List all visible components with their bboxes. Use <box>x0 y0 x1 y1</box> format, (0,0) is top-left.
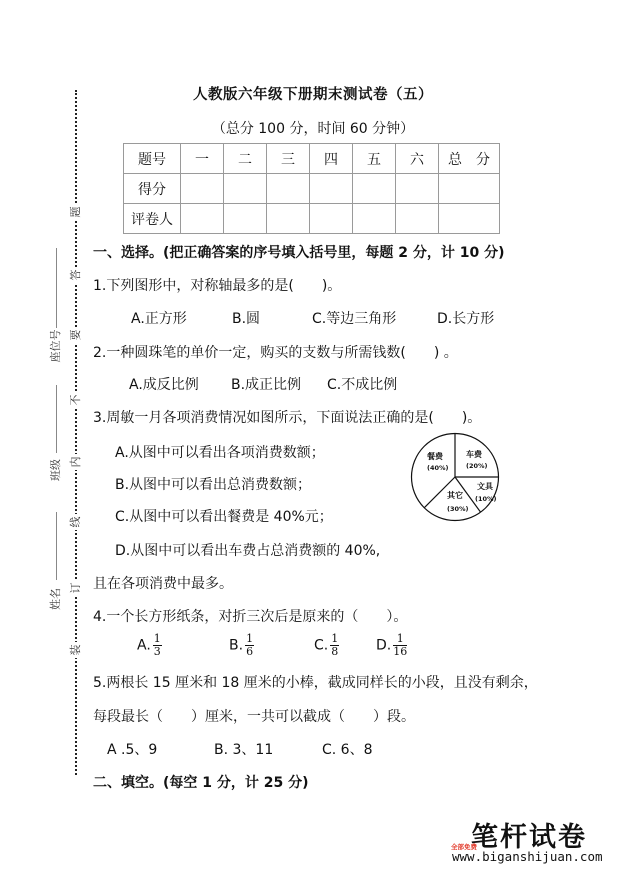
header-cell: 四 <box>310 144 353 174</box>
margin-char: 线 <box>69 514 83 530</box>
option: C.等边三角形 <box>312 311 397 327</box>
question-2: 2.一种圆珠笔的单价一定，购买的支数与所需钱数( ) 。 <box>93 345 458 361</box>
pie-label-meals: 餐费 <box>427 452 443 461</box>
option: B.从图中可以看出总消费数额； <box>115 477 312 493</box>
score-cell <box>439 174 500 204</box>
option-prefix: A. <box>137 637 151 654</box>
row-label: 评卷人 <box>124 204 181 234</box>
fraction-option <box>137 633 162 658</box>
fraction-option <box>229 633 254 658</box>
margin-char: 答 <box>69 267 83 283</box>
fraction: $\frac{1}{3}$ <box>153 632 161 658</box>
header-cell: 二 <box>224 144 267 174</box>
pie-pct-other: (30%) <box>447 505 469 513</box>
fraction-option <box>376 633 407 658</box>
header-cell: 五 <box>353 144 396 174</box>
seat-number-underline <box>56 248 57 328</box>
score-cell <box>181 174 224 204</box>
fraction: $\frac{1}{16}$ <box>393 632 408 658</box>
margin-char: 装 <box>69 642 83 658</box>
name-underline <box>56 512 57 580</box>
question-1: 1.下列图形中，对称轴最多的是( )。 <box>93 278 342 294</box>
watermark-tag: 全部免费 <box>451 843 477 851</box>
option: A.从图中可以看出各项消费数额； <box>115 445 325 461</box>
fraction: $\frac{1}{6}$ <box>246 632 254 658</box>
row-label: 得分 <box>124 174 181 204</box>
pie-label-stationery: 文具 <box>477 482 493 491</box>
pie-pct-stationery: (10%) <box>475 495 497 503</box>
margin-char: 题 <box>69 204 83 220</box>
option-prefix: C. <box>314 637 329 654</box>
margin-char: 要 <box>69 327 83 343</box>
grader-cell <box>267 204 310 234</box>
grader-row <box>124 204 500 234</box>
header-cell: 题号 <box>124 144 181 174</box>
score-cell <box>310 174 353 204</box>
margin-char: 不 <box>69 392 83 408</box>
header-cell: 总 分 <box>439 144 500 174</box>
option: A.正方形 <box>131 311 187 327</box>
option: A.成反比例 <box>129 377 199 393</box>
question-3: 3.周敏一月各项消费情况如图所示，下面说法正确的是( )。 <box>93 410 482 426</box>
pie-label-fare: 车费 <box>466 450 482 459</box>
score-table-header-row <box>124 144 500 174</box>
header-cell: 三 <box>267 144 310 174</box>
option: C.不成比例 <box>327 377 398 393</box>
header-cell: 六 <box>396 144 439 174</box>
option: C. 6、8 <box>322 742 373 758</box>
question-5-line2: 每段最长（ ）厘米，一共可以截成（ ）段。 <box>93 709 415 725</box>
option-prefix: B. <box>229 637 244 654</box>
score-cell <box>353 174 396 204</box>
score-cell <box>224 174 267 204</box>
exam-title: 人教版六年级下册期末测试卷（五） <box>193 87 433 103</box>
seat-number-label: 座位号 <box>49 329 62 363</box>
grader-cell <box>353 204 396 234</box>
option: C.从图中可以看出餐费是 40%元； <box>115 509 333 525</box>
binding-dotted-line <box>75 90 77 775</box>
consumption-pie-chart <box>410 432 500 526</box>
margin-char: 订 <box>69 580 83 596</box>
fraction: $\frac{1}{8}$ <box>331 632 339 658</box>
fraction-option <box>314 633 339 658</box>
grader-cell <box>181 204 224 234</box>
section-heading: 二、填空。(每空 1 分，计 25 分) <box>93 775 309 791</box>
margin-char: 内 <box>69 454 83 470</box>
grader-cell <box>439 204 500 234</box>
grader-cell <box>224 204 267 234</box>
score-cell <box>267 174 310 204</box>
option: D.长方形 <box>437 311 495 327</box>
section-heading: 一、选择。(把正确答案的序号填入括号里，每题 2 分，计 10 分) <box>93 245 505 261</box>
grader-cell <box>396 204 439 234</box>
question-4: 4.一个长方形纸条，对折三次后是原来的（ ）。 <box>93 609 408 625</box>
pie-pct-fare: (20%) <box>466 462 488 470</box>
grader-cell <box>310 204 353 234</box>
option: D.从图中可以看出车费占总消费额的 40%, <box>115 543 381 559</box>
score-cell <box>396 174 439 204</box>
score-row <box>124 174 500 204</box>
option: A .5、9 <box>107 742 158 758</box>
class-label: 班级 <box>49 459 62 481</box>
header-cell: 一 <box>181 144 224 174</box>
option: B.圆 <box>232 311 261 327</box>
option: B. 3、11 <box>214 742 274 758</box>
class-underline <box>56 385 57 453</box>
exam-subtitle: （总分 100 分，时间 60 分钟） <box>211 121 415 137</box>
question-3-continuation: 且在各项消费中最多。 <box>93 576 233 592</box>
pie-pct-meals: (40%) <box>427 464 449 472</box>
question-5: 5.两根长 15 厘米和 18 厘米的小棒，截成同样长的小段，且没有剩余， <box>93 675 538 691</box>
option: B.成正比例 <box>231 377 302 393</box>
option-prefix: D. <box>376 637 392 654</box>
score-table <box>123 143 500 234</box>
watermark-url: www.biganshijuan.com <box>452 849 603 864</box>
watermark-brand: 笔杆试卷 <box>471 822 587 853</box>
name-label: 姓名 <box>49 588 62 610</box>
pie-label-other: 其它 <box>447 491 463 500</box>
